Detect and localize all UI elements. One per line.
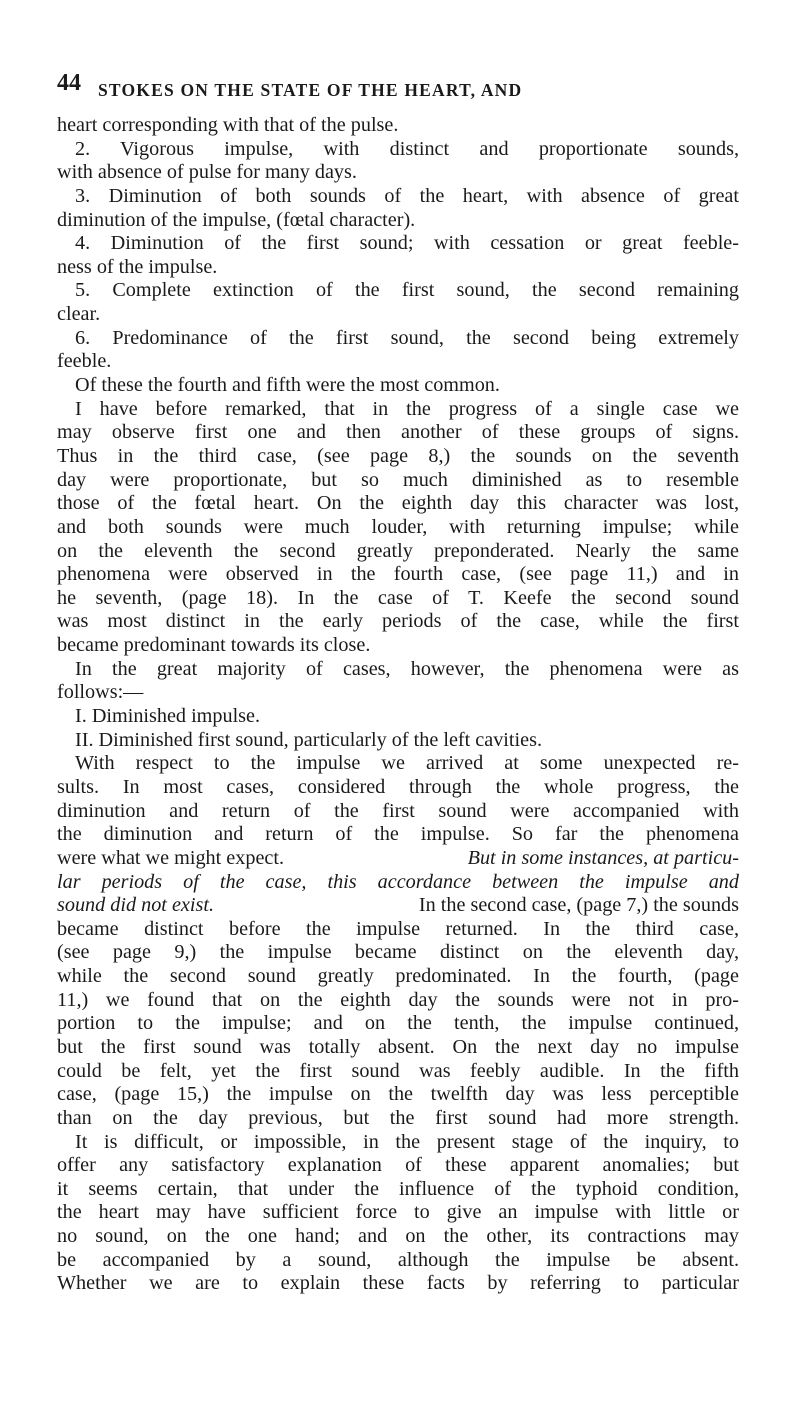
text-line: It is difficult, or impossible, in the present stage of the inquiry, to xyxy=(75,1130,739,1153)
text-line: became predominant towards its close. xyxy=(57,634,371,657)
text-line: be accompanied by a sound, although the impulse be absent. xyxy=(57,1248,739,1271)
text-line: 5. Complete extinction of the first sound, the second remaining xyxy=(75,279,739,302)
text-line: Of these the fourth and fifth were the most common. xyxy=(75,374,500,397)
text-line-part: In the second case, (page 7,) the sounds xyxy=(418,894,739,917)
text-line: those of the fœtal heart. On the eighth day this character was lost, xyxy=(57,492,739,515)
text-line: I have before remarked, that in the progress of a single case we xyxy=(75,397,739,420)
text-line xyxy=(57,871,739,895)
text-line: while the second sound greatly predominated. In the fourth, (page xyxy=(57,965,739,988)
text-line: I. Diminished impulse. xyxy=(75,705,261,728)
text-line: Whether we are to explain these facts by referring to particular xyxy=(57,1272,739,1295)
text-line: became distinct before the impulse returned. In the third case, xyxy=(57,917,739,940)
text-line: portion to the impulse; and on the tenth, the impulse continued, xyxy=(57,1012,739,1035)
text-line: II. Diminished first sound, particularly of the left cavities. xyxy=(75,728,542,751)
text-line: 11,) we found that on the eighth day the sounds were not in pro- xyxy=(57,988,739,1011)
italic-text: lar periods of the case, this accordance between the impulse and xyxy=(57,870,739,893)
text-line: the heart may have sufficient force to give an impulse with little or xyxy=(57,1201,739,1224)
text-line: no sound, on the one hand; and on the other, its contractions may xyxy=(57,1225,739,1248)
text-line: diminution and return of the first sound were accompanied with xyxy=(57,799,739,822)
body-text xyxy=(57,114,739,1296)
text-line: the diminution and return of the impulse. So far the phenomena xyxy=(57,823,739,846)
running-title: STOKES ON THE STATE OF THE HEART, AND xyxy=(98,80,523,100)
text-line: heart corresponding with that of the pulse. xyxy=(57,114,399,136)
text-line: 3. Diminution of both sounds of the heart, with absence of great xyxy=(75,184,739,207)
text-line: Thus in the third case, (see page 8,) the sounds on the seventh xyxy=(57,444,739,467)
text-line: In the great majority of cases, however, the phenomena were as xyxy=(75,657,739,680)
text-line: follows:— xyxy=(57,681,144,704)
text-line: day were proportionate, but so much diminished as to resemble xyxy=(57,468,739,491)
text-line: 6. Predominance of the first sound, the second being extremely xyxy=(75,326,739,349)
text-line-part: were what we might expect. xyxy=(57,846,285,869)
text-line: phenomena were observed in the fourth case, (see page 11,) and in xyxy=(57,563,739,586)
text-line: was most distinct in the early periods of the case, while the first xyxy=(57,610,739,633)
text-line: and both sounds were much louder, with returning impulse; while xyxy=(57,515,739,538)
page-number: 44 xyxy=(57,70,81,96)
italic-text: But in some instances, at particu- xyxy=(467,846,739,869)
text-line: (see page 9,) the impulse became distinct on the eleventh day, xyxy=(57,941,739,964)
text-line: 2. Vigorous impulse, with distinct and proportionate sounds, xyxy=(75,137,739,160)
text-line: ness of the impulse. xyxy=(57,255,218,278)
text-line: it seems certain, that under the influence of the typhoid condition, xyxy=(57,1177,739,1200)
text-line: 4. Diminution of the first sound; with cessation or great feeble- xyxy=(75,232,739,255)
text-line xyxy=(57,894,739,918)
text-line: with absence of pulse for many days. xyxy=(57,161,357,184)
text-line: than on the day previous, but the first sound had more strength. xyxy=(57,1106,739,1129)
text-line: sults. In most cases, considered through the whole progress, the xyxy=(57,775,739,798)
text-line: but the first sound was totally absent. On the next day no impulse xyxy=(57,1035,739,1058)
text-line: may observe first one and then another of these groups of signs. xyxy=(57,421,739,444)
text-line: With respect to the impulse we arrived at some unexpected re- xyxy=(75,752,739,775)
text-line: he seventh, (page 18). In the case of T. Keefe the second sound xyxy=(57,586,739,609)
text-line: feeble. xyxy=(57,350,112,373)
text-line: clear. xyxy=(57,303,101,326)
text-line: on the eleventh the second greatly preponderated. Nearly the same xyxy=(57,539,739,562)
text-line: offer any satisfactory explanation of these apparent anomalies; but xyxy=(57,1154,739,1177)
text-line xyxy=(57,847,739,871)
text-line: diminution of the impulse, (fœtal character). xyxy=(57,208,416,231)
italic-text: sound did not exist. xyxy=(57,894,215,917)
text-line: case, (page 15,) the impulse on the twelfth day was less perceptible xyxy=(57,1083,739,1106)
text-line: could be felt, yet the first sound was feebly audible. In the fifth xyxy=(57,1059,739,1082)
